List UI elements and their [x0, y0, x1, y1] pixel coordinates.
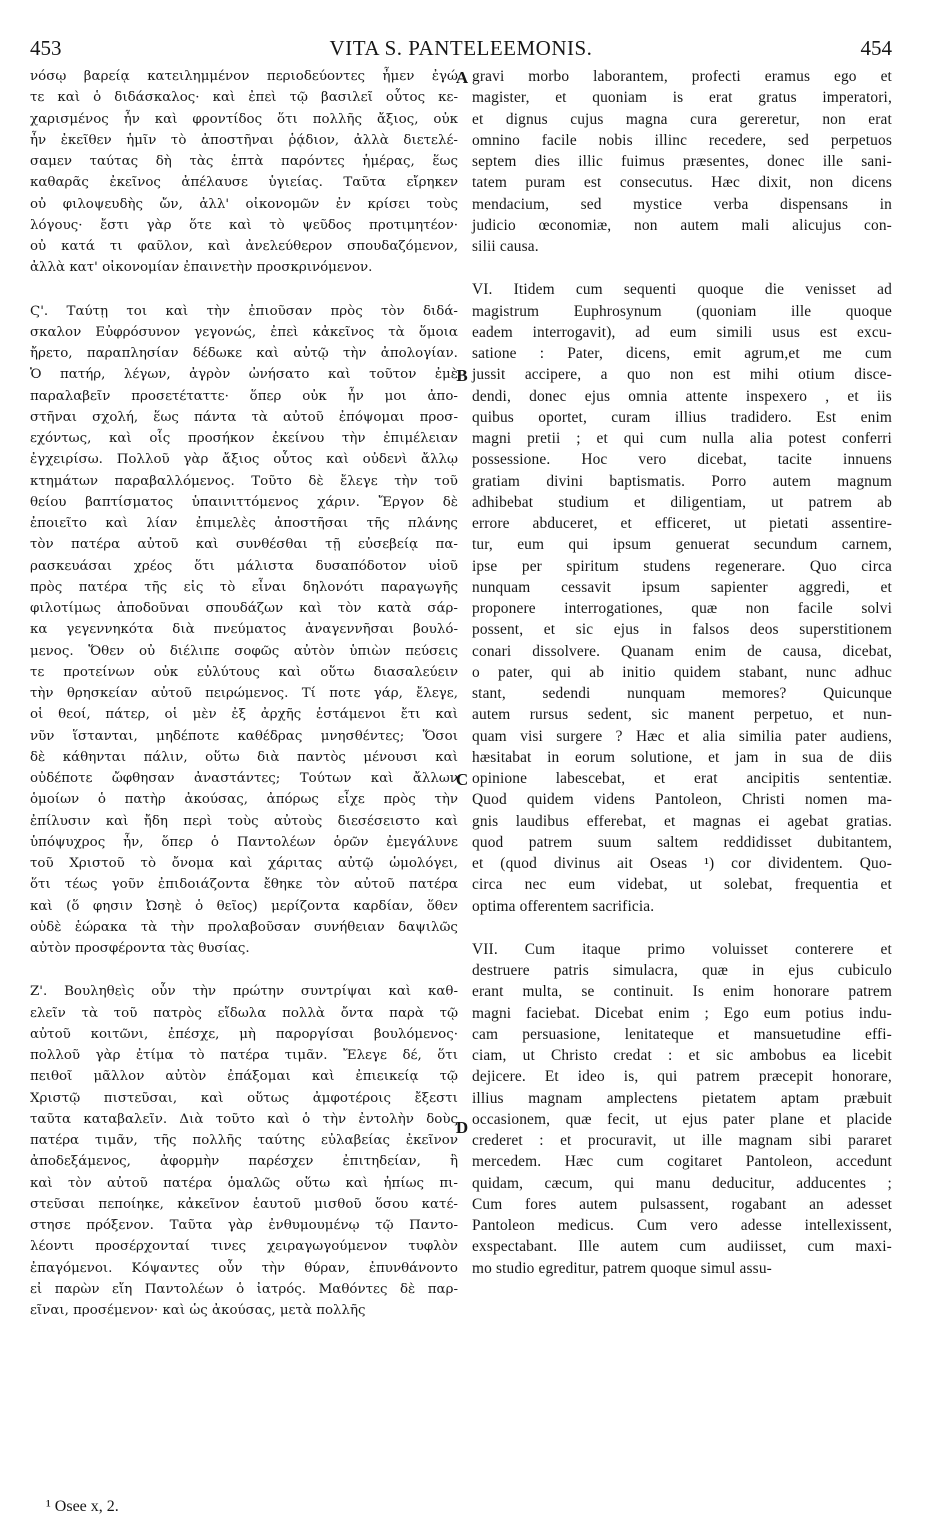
greek-text-line: ρασκευάσαι χρέος ὅτι μάλιστα δυσαπόδοτον υἱοῦ: [30, 558, 458, 574]
latin-text-line: illius magnam amplectens pietatem aptam præbuit: [472, 1089, 892, 1107]
page-number-right: 454: [860, 36, 892, 60]
greek-text-line: ἀποδεξάμενος, ἀφορμὴν παρέσχεν ἐπιτηδείαν, ἣ: [30, 1154, 458, 1170]
latin-text-line: gnis laudibus efferebat, et magnas ei agebat gratias.: [472, 812, 892, 830]
greek-text-line: παραλαβεῖν προσετέταττε· ὅπερ οὐκ ἦν μοι ἀπο-: [30, 388, 458, 404]
latin-text-line: stant, sedendi nunquam memores? Quicunque: [472, 685, 892, 702]
latin-text-line: VI. Itidem cum sequenti quoque die venisset ad: [472, 281, 892, 299]
latin-text-line: magistrum Euphrosynum (quoniam ille quoque: [472, 302, 892, 320]
greek-text-line: δὲ κάθηνται πάλιν, οὕτω διὰ παντὸς μένουσι καὶ: [30, 749, 458, 765]
latin-text-line: hæsitabat in eorum solutione, et jam in sua de diis: [472, 748, 892, 766]
greek-text-line: ελεῖν τὰ τοῦ πατρὸς εἴδωλα πολλὰ ὄντα παρὰ τῷ: [30, 1005, 458, 1021]
latin-text-line: autem rursus sedent, sic manent perpetuo, et nun-: [472, 706, 892, 724]
latin-text-line: jussit accipere, a quo non est mihi otium disce-: [472, 366, 892, 384]
latin-text-line: gratiam divini baptismatis. Porro autem magnum: [472, 472, 892, 490]
greek-text-line: Ϛ'. Ταύτῃ τοι καὶ τὴν ἐπιοῦσαν πρὸς τὸν διδά-: [30, 303, 458, 319]
latin-text-line: magni pretii ; et qui cum nulla alia potest conferri: [472, 430, 892, 447]
greek-text-line: λέοντι προσέρχονταί τινες χειραγωγούμενον τυφλὸν: [30, 1239, 458, 1255]
latin-text-line: o pater, qui ab initio quidem stabant, nunc adhuc: [472, 663, 892, 681]
latin-text-line: Cum fores autem pulsassent, rogabant an adesset: [472, 1195, 892, 1213]
latin-text-line: silii causa.: [472, 238, 539, 255]
latin-text-line: tatem puram est consecutus. Hæc dixit, non dicens: [472, 174, 892, 192]
latin-text-line: ipse per spiritum studens regenerare. Quo circa: [472, 557, 892, 575]
greek-text-line: ἐπαγόμενοι. Κόψαντες οὖν τὴν θύραν, ἐπυνθάνοντο: [30, 1260, 458, 1276]
greek-text-line: ὅτι τέως γοῦν ἐπιδοιάζοντα ἔθηκε τὸν αὐτοῦ πατέρα: [30, 877, 458, 893]
margin-marker-d: D: [455, 1118, 469, 1137]
greek-text-line: εἰ παρὼν εἴη Παντολέων ὁ ἰατρός. Μαθόντες δὲ παρ-: [30, 1281, 458, 1297]
greek-text-line: οἱ θεοί, πάτερ, οἱ μὲν ἐξ ἀρχῆς ἑστάμενοι ἔτι καὶ: [30, 707, 458, 723]
latin-text-line: nunquam cessavit ipsum sapienter aggredi, et: [472, 578, 892, 596]
greek-text-line: ἐγχειρίσω. Πολλοῦ γὰρ ἄξιος οὗτος καὶ οὐδενὶ ἄλλῳ: [30, 452, 458, 468]
greek-text-line: αὐτοῦ κοιτῶνι, ἐπέσχε, μὴ παροργίσαι βουλόμενος·: [30, 1026, 458, 1042]
latin-text-line: dejicere. Et ideo is, qui patrem præcepit honorare,: [472, 1068, 892, 1086]
greek-text-line: θείου βαπτίσματος ὑπαινιττόμενος χάριν. Ἔργον δὲ: [30, 494, 458, 510]
greek-text-line: οὐδὲ ἑώρακα τὰ τὴν προλαβοῦσαν συνήθειαν δαψιλῶς: [30, 919, 458, 935]
greek-text-line: οὐδέποτε ὤφθησαν ἀναστάντες; Τούτων καὶ ἄλλων: [30, 771, 458, 786]
margin-marker-a: A: [455, 68, 469, 87]
latin-column: [472, 66, 892, 1279]
latin-text-line: erant multa, se continuit. Is enim honorare patrem: [472, 983, 892, 1001]
greek-text-line: τε προτείνων οὐκ εὐλύτους καὶ οὕτω διασαλεύειν: [30, 664, 458, 680]
greek-text-line: καθαρᾶς ἐκεῖνος ἀπέλαυσε ὑγιείας. Ταῦτα εἴρηκεν: [30, 175, 458, 191]
greek-text-line: σαμεν ταύτας δὴ τὰς ἑπτὰ παρόντες ἡμέρας, ἕως: [30, 154, 458, 169]
latin-text-line: quidam, cæcum, qui manu deducitur, adducentes ;: [472, 1174, 892, 1192]
latin-text-line: possent, et sic ejus in falsos deos superstitionem: [472, 621, 892, 639]
greek-text-line: τὴν θρησκείαν αὐτοῦ πειρώμενος. Τί ποτε γάρ, ἔλεγε,: [30, 686, 458, 701]
greek-text-line: Χριστῷ πιστεῦσαι, καὶ οὕτως ἀμφοτέροις ἔξεστι: [30, 1090, 458, 1106]
greek-text-line: ἀλλὰ κατ' οἰκονομίαν ἐπαινετὴν προσκρινόμενον.: [30, 260, 373, 276]
greek-text-line: νῦν ἵστανται, μηδέποτε καθέδρας μνησθέντες; Ὅσοι: [30, 728, 458, 744]
greek-text-line: στῆναι σχολή, ἕως πάντα τὰ αὐτοῦ ἐπόψομαι προσ-: [30, 409, 458, 425]
paragraph-gap: [472, 917, 892, 939]
latin-text-line: crederet : et procuravit, ut ille magnam sibi pararet: [472, 1132, 892, 1149]
latin-text-line: occasionem, quæ fecit, ut ejus pater plane et placide: [472, 1110, 892, 1128]
paragraph-gap: [30, 279, 458, 301]
latin-text-line: mercedem. Hæc cum cogitaret Pantoleon, accedunt: [472, 1153, 892, 1171]
latin-text-line: proponere interrogationes, quæ non facile solvi: [472, 600, 892, 617]
latin-text-line: magni faciebat. Dicebat enim ; Ego eum potius indu-: [472, 1004, 892, 1022]
latin-text-line: adhibebat studium et diligentiam, ut patrem ab: [472, 493, 892, 511]
page-number-left: 453: [30, 36, 62, 60]
latin-text-line: satione : Pater, dicens, emit agrum,et me cum: [472, 345, 892, 362]
latin-text-line: quam visi surgere ? Hæc et alia similia pater audiens,: [472, 727, 892, 745]
latin-text-line: tur, eum qui ipsum genuerat secundum carnem,: [472, 536, 892, 554]
greek-text-line: καὶ (ὅ φησιν Ὠσηὲ ὁ θεῖος) μερίζοντα καρδίαν, ὅθεν: [30, 898, 458, 914]
latin-text-line: optima offerentem sacrificia.: [472, 897, 655, 915]
latin-text-line: magister, et quoniam is erat gratus imperatori,: [472, 89, 892, 107]
paragraph-gap: [472, 257, 892, 279]
greek-text-line: ἐποιεῖτο καὶ λίαν ἐπιμελὲς ἀποστῆσαι τῆς πλάνης: [30, 516, 458, 531]
page-header: [30, 36, 892, 64]
greek-column: [30, 66, 458, 1321]
latin-text-line: Pantoleon medicus. Cum vero adesse intellexissent,: [472, 1217, 892, 1234]
latin-text-line: dendi, donec ejus omnia attente inspexero , et iis: [472, 387, 892, 405]
latin-text-line: mendacium, sed mystice verba dispensans in: [472, 195, 892, 213]
greek-text-line: πρὸς πατέρα τῆς εἰς τὸ εἶναι δηλονότι παραγωγῆς: [30, 579, 458, 595]
greek-text-line: καὶ τὸν αὐτοῦ πατέρα ὁμαλῶς οὕτω καὶ ἠπίως πι-: [30, 1175, 458, 1191]
latin-text-line: ciam, ut Christo credat : et sic ambobus ea licebit: [472, 1047, 892, 1064]
latin-text-line: gravi morbo laborantem, profecti eramus ego et: [472, 68, 892, 85]
greek-text-line: Ὁ πατήρ, λέγων, ἀγρὸν ὠνήσατο καὶ τοῦτον ἐμὲ: [30, 367, 458, 383]
greek-text-line: αὐτὸν προσφέροντα τὰς θυσίας.: [30, 941, 250, 956]
greek-text-line: ἦν ἐκεῖθεν ἡμῖν τὸ ἀποστῆναι ῥᾴδιον, ἀλλὰ διετελέ-: [30, 132, 458, 148]
greek-text-line: σκαλον Εὐφρόσυνον γεγονώς, ἐπεὶ κἀκεῖνος τὰ ὅμοια: [30, 324, 458, 340]
greek-text-line: στησε πρόξενον. Ταῦτα γὰρ ἐνθυμουμένῳ τῷ Παντο-: [30, 1218, 458, 1233]
greek-text-line: μενος. Ὅθεν οὐ διέλιπε σοφῶς αὐτὸν ὑπιὼν πεύσεις: [30, 643, 458, 659]
greek-text-line: στεῦσαι πεποίηκε, κἀκεῖνον ἑαυτοῦ μισθοῦ ὅσου κατέ-: [30, 1196, 458, 1212]
greek-text-line: εχόντως, καὶ οἷς προσήκον ἐκείνου τὴν ἐπιμέλειαν: [30, 431, 458, 446]
greek-text-line: νόσῳ βαρείᾳ κατειλημμένον περιοδεύοντες ἦμεν ἐγώ: [30, 69, 458, 84]
latin-text-line: circa nec eum videbat, ut solebat, frequentia et: [472, 876, 892, 894]
greek-text-line: κα γεγεννηκότα διὰ πνεύματος ἀναγεννῆσαι βουλό-: [30, 622, 458, 638]
greek-text-line: ἐπίλυσιν καὶ ἤδη περὶ τοὺς αὐτοὺς διεσέσειστο καὶ: [30, 813, 458, 829]
paragraph-gap: [30, 959, 458, 981]
greek-text-line: φιλοτίμως ἀποδοῦναι σπουδάζων καὶ τὸν κατὰ σάρ-: [30, 601, 458, 616]
latin-text-line: et (quod divinus ait Oseas ¹) cor dividentem. Quo-: [472, 855, 892, 872]
greek-text-line: οὐ κατά τι φαῦλον, καὶ ἀνελεύθερον σπουδαζόμενον,: [30, 239, 458, 254]
greek-text-line: Ζ'. Βουληθεὶς οὖν τὴν πρώτην συντρίψαι καὶ καθ-: [30, 984, 458, 1000]
greek-text-line: οὐ φιλοψευδὴς ὤν, ἀλλ' οἰκονομῶν ἐν κρίσει τοὺς: [30, 196, 458, 212]
margin-marker-b: B: [456, 366, 468, 385]
greek-text-line: τὸν πατέρα αὐτοῦ καὶ συνθέσθαι τῇ εὐσεβείᾳ πα-: [30, 537, 458, 553]
latin-text-line: septem dies illic fuimus præsentes, donec ille sani-: [472, 153, 892, 170]
latin-text-line: possessione. Hoc vero dicebat, tacite innuens: [472, 451, 892, 469]
greek-text-line: τε καὶ ὁ διδάσκαλος· καὶ ἐπεὶ τῷ βασιλεῖ οὗτος κε-: [30, 90, 458, 106]
greek-text-line: ἤρετο, παραπλησίαν δέδωκε καὶ αὐτῷ τὴν ἀπολογίαν.: [30, 346, 458, 361]
margin-marker-c: C: [455, 770, 469, 789]
latin-text-line: omnino facile nobis illinc recedere, sed perpetuos: [472, 131, 892, 149]
greek-text-line: χαρισμένος ἦν καὶ φροντίδος ὅτι πολλῆς ἄξιος, οὐκ: [30, 111, 458, 127]
latin-text-line: et dignus cujus magna cura gereretur, non erat: [472, 110, 892, 128]
greek-text-line: πολλοῦ γὰρ ἐτίμα τὸ πατέρα τιμᾶν. Ἔλεγε δέ, ὅτι: [30, 1048, 458, 1063]
greek-text-line: τοῦ Χριστοῦ τὸ ὄνομα καὶ χάριτας αὐτῷ ὡμολόγει,: [30, 856, 458, 871]
greek-text-line: κτημάτων παραβαλλόμενος. Τοῦτο δὲ ἔλεγε τὴν τοῦ: [30, 473, 458, 489]
latin-text-line: errore abduceret, et efficeret, ut pietati assentire-: [472, 515, 892, 532]
running-title: VITA S. PANTELEEMONIS.: [329, 36, 593, 60]
latin-text-line: mo studio egreditur, patrem quoque simul assu-: [472, 1259, 772, 1277]
latin-text-line: eadem interrogavit), ad eum simili usus est excu-: [472, 323, 892, 341]
latin-text-line: Quod quidem videns Pantoleon, Christi nomen ma-: [472, 791, 892, 809]
latin-text-line: quibus oportet, curam illius tradidero. Est enim: [472, 408, 892, 426]
latin-text-line: judicio œconomiæ, non autem mali alicujus con-: [472, 216, 892, 234]
latin-text-line: opinione labescebat, et erat ancipitis sententiæ.: [472, 770, 892, 787]
latin-text-line: VII. Cum itaque primo voluisset conterere et: [472, 940, 892, 958]
latin-text-line: conari dissolvere. Quanam enim de causa, dicebat,: [472, 642, 892, 660]
latin-text-line: quod patrem suum saltem reddidisset dubitantem,: [472, 833, 892, 851]
greek-text-line: ὑπόψυχρος ἦν, ὅπερ ὁ Παντολέων ὁρῶν ἐμεγάλυνε: [30, 834, 458, 850]
greek-text-line: λόγους· ἔστι γὰρ ὅτε καὶ τὸ ψεῦδος προτιμητέον·: [30, 217, 458, 233]
latin-text-line: exspectabant. Ille autem cum audiisset, cum maxi-: [472, 1238, 892, 1256]
greek-text-line: εῖναι, προσέμενον· καὶ ὡς ἀκούσας, μετὰ πολλῆς: [30, 1303, 366, 1318]
greek-text-line: ὁμοίων ὁ πατὴρ ἀκούσας, ἀπόρως εἶχε πρὸς τὴν: [30, 792, 458, 808]
latin-text-line: destruere patris simulacra, quæ in ejus cubiculo: [472, 962, 892, 979]
latin-text-line: cam persuasione, lenitateque et mansuetudine effi-: [472, 1025, 892, 1043]
greek-text-line: ταῦτα καταβαλεῖν. Διὰ τοῦτο καὶ ὁ τὴν ἐντολὴν δοὺς: [30, 1111, 458, 1127]
greek-text-line: πατέρα τιμᾶν, τῆς πολλῆς ταύτης εὐλαβείας ἐκεῖνον: [30, 1133, 458, 1148]
greek-text-line: πειθοῖ μᾶλλον αὐτὸν ἐπάξομαι καὶ ἐπιεικείᾳ τῷ: [30, 1069, 458, 1085]
footnote: ¹ Osee x, 2.: [46, 1498, 119, 1515]
